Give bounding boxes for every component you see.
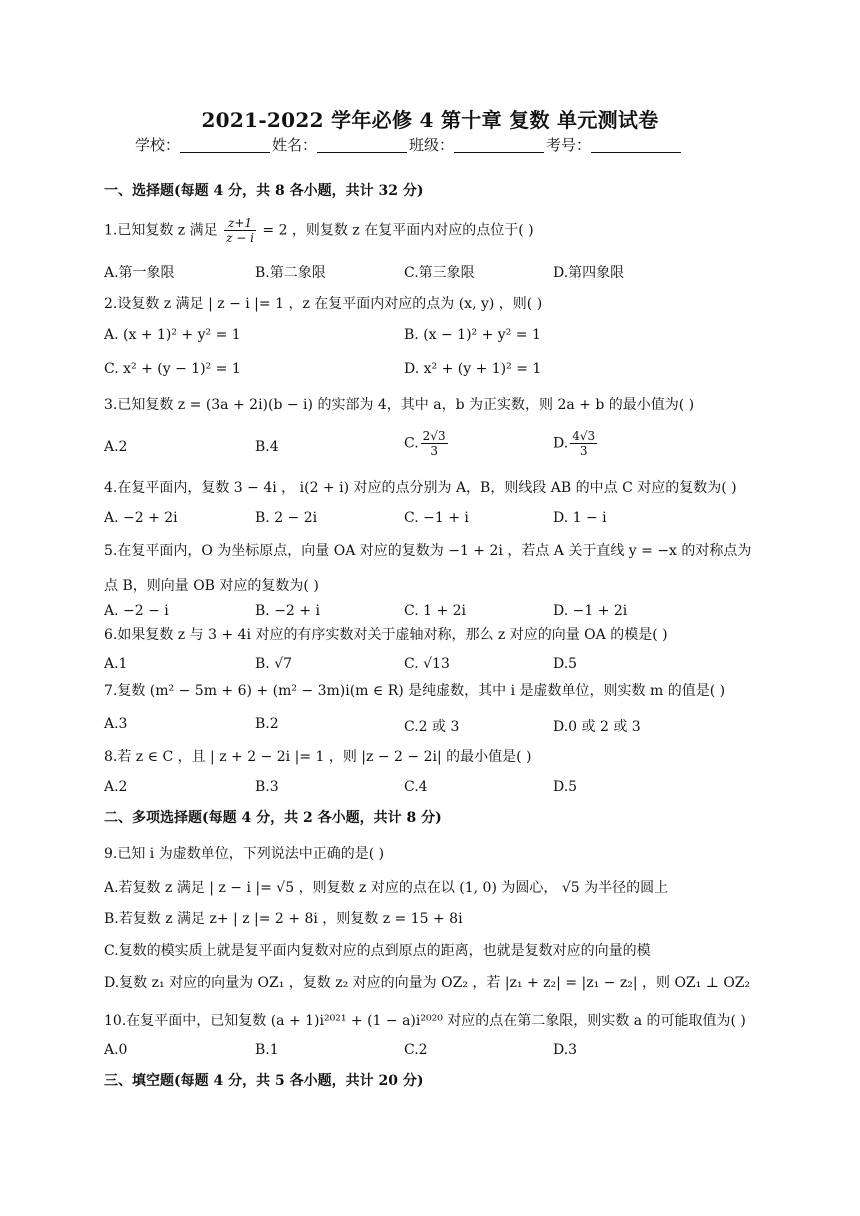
q6-option-c[interactable]: C. √13 xyxy=(404,656,450,672)
q10-option-d[interactable]: D.3 xyxy=(553,1042,578,1058)
q5-option-a[interactable]: A. −2 − i xyxy=(104,603,169,619)
page-title: 2021-2022 学年必修 4 第十章 复数 单元测试卷 xyxy=(201,108,659,132)
question-5-line-2: 点 B，则向量 OB 对应的复数为( ) xyxy=(104,578,319,594)
q5-option-d[interactable]: D. −1 + 2i xyxy=(553,603,628,619)
q3-option-c-fraction xyxy=(421,429,448,458)
question-3: 3.已知复数 z = (3a + 2i)(b − i) 的实部为 4，其中 a，b 为正实数，则 2a + b 的最小值为( ) xyxy=(104,397,695,413)
option-prefix: D. xyxy=(553,435,569,452)
q4-option-d[interactable]: D. 1 − i xyxy=(553,510,607,526)
q6-option-a[interactable]: A.1 xyxy=(104,656,128,672)
q3-option-b[interactable]: B.4 xyxy=(255,439,279,455)
section-heading-choice: 一、选择题(每题 4 分，共 8 各小题，共计 32 分) xyxy=(104,183,424,199)
q8-option-b[interactable]: B.3 xyxy=(255,779,279,795)
question-1-fraction xyxy=(224,216,256,245)
section-heading-multi: 二、多项选择题(每题 4 分，共 2 各小题，共计 8 分) xyxy=(104,810,442,826)
q3-option-d-fraction xyxy=(570,429,597,458)
q4-option-b[interactable]: B. 2 − 2i xyxy=(255,510,318,526)
class-blank[interactable] xyxy=(454,137,544,153)
question-1 xyxy=(104,216,534,245)
q10-option-a[interactable]: A.0 xyxy=(104,1042,128,1058)
fraction-denominator: 3 xyxy=(430,444,438,458)
option-prefix: C. xyxy=(404,435,419,452)
q1-option-b[interactable]: B.第二象限 xyxy=(255,265,326,281)
student-info-row xyxy=(135,134,683,155)
q4-option-a[interactable]: A. −2 + 2i xyxy=(104,510,178,526)
q7-option-d[interactable]: D.0 或 2 或 3 xyxy=(553,719,641,735)
exam-no-label: 考号： xyxy=(546,136,592,154)
q9-option-c[interactable]: C.复数的模实质上就是复平面内复数对应的点到原点的距离，也就是复数对应的向量的模 xyxy=(104,943,651,959)
fraction-denominator: z − i xyxy=(226,231,254,245)
fraction-numerator: 2√3 xyxy=(422,429,446,443)
q1-option-c[interactable]: C.第三象限 xyxy=(404,265,475,281)
q4-option-c[interactable]: C. −1 + i xyxy=(404,510,469,526)
question-7: 7.复数 (m² − 5m + 6) + (m² − 3m)i(m ∈ R) 是纯虚数，其中 i 是虚数单位，则实数 m 的值是( ) xyxy=(104,683,726,699)
q2-option-b[interactable]: B. (x − 1)² + y² = 1 xyxy=(404,327,541,343)
name-blank[interactable] xyxy=(317,137,407,153)
fraction-denominator: 3 xyxy=(579,444,588,458)
school-label: 学校： xyxy=(135,136,181,154)
q2-option-a[interactable]: A. (x + 1)² + y² = 1 xyxy=(104,327,241,343)
question-1-text-end: = 2 ，则复数 z 在复平面内对应的点位于( ) xyxy=(262,222,534,239)
q1-option-d[interactable]: D.第四象限 xyxy=(553,265,625,281)
q7-option-b[interactable]: B.2 xyxy=(255,716,279,732)
fraction-numerator: 4√3 xyxy=(572,429,596,443)
q2-option-c[interactable]: C. x² + (y − 1)² = 1 xyxy=(104,361,241,377)
question-5-line-1: 5.在复平面内，O 为坐标原点，向量 OA 对应的复数为 −1 + 2i ，若点 A 关于直线 y = −x 的对称点为 xyxy=(104,543,752,559)
q9-option-d[interactable]: D.复数 z₁ 对应的向量为 OZ₁ ，复数 z₂ 对应的向量为 OZ₂ ，若 |z₁ + z₂| = |z₁ − z₂| ，则 OZ₁ ⊥ OZ₂ xyxy=(104,975,751,991)
q9-option-a[interactable]: A.若复数 z 满足 | z − i |= √5 ，则复数 z 对应的点在以 (1, 0) 为圆心， √5 为半径的圆上 xyxy=(104,880,669,896)
q6-option-b[interactable]: B. √7 xyxy=(255,656,293,672)
q1-option-a[interactable]: A.第一象限 xyxy=(104,265,175,281)
q7-option-c[interactable]: C.2 或 3 xyxy=(404,719,460,735)
section-heading-fill: 三、填空题(每题 4 分，共 5 各小题，共计 20 分) xyxy=(104,1073,424,1089)
q3-option-a[interactable]: A.2 xyxy=(104,439,128,455)
q8-option-a[interactable]: A.2 xyxy=(104,779,128,795)
q3-option-c[interactable] xyxy=(404,429,450,458)
school-blank[interactable] xyxy=(180,137,270,153)
question-10: 10.在复平面中，已知复数 (a + 1)i²⁰²¹ + (1 − a)i²⁰²⁰ 对应的点在第二象限，则实数 a 的可能取值为( ) xyxy=(104,1013,746,1029)
name-label: 姓名： xyxy=(272,136,318,154)
q10-option-c[interactable]: C.2 xyxy=(404,1042,428,1058)
question-8: 8.若 z ∈ C ，且 | z + 2 − 2i |= 1 ，则 |z − 2 − 2i| 的最小值是( ) xyxy=(104,749,532,765)
question-2: 2.设复数 z 满足 | z − i |= 1 ，z 在复平面内对应的点为 (x, y) ，则( ) xyxy=(104,296,543,312)
q8-option-c[interactable]: C.4 xyxy=(404,779,428,795)
q9-option-b[interactable]: B.若复数 z 满足 z+ | z |= 2 + 8i ，则复数 z = 15 + 8i xyxy=(104,911,463,927)
q3-option-d[interactable] xyxy=(553,429,599,458)
fraction-numerator: z+1 xyxy=(224,216,256,231)
q2-option-d[interactable]: D. x² + (y + 1)² = 1 xyxy=(404,361,542,377)
question-1-text: 1.已知复数 z 满足 xyxy=(104,222,218,239)
q7-option-a[interactable]: A.3 xyxy=(104,716,128,732)
question-4: 4.在复平面内，复数 3 − 4i ， i(2 + i) 对应的点分别为 A，B，则线段 AB 的中点 C 对应的复数为( ) xyxy=(104,480,737,496)
q6-option-d[interactable]: D.5 xyxy=(553,656,578,672)
q5-option-b[interactable]: B. −2 + i xyxy=(255,603,320,619)
q5-option-c[interactable]: C. 1 + 2i xyxy=(404,603,467,619)
question-6: 6.如果复数 z 与 3 + 4i 对应的有序实数对关于虚轴对称，那么 z 对应的向量 OA 的模是( ) xyxy=(104,627,668,643)
q10-option-b[interactable]: B.1 xyxy=(255,1042,279,1058)
class-label: 班级： xyxy=(409,136,455,154)
exam-no-blank[interactable] xyxy=(591,137,681,153)
q8-option-d[interactable]: D.5 xyxy=(553,779,578,795)
question-9: 9.已知 i 为虚数单位，下列说法中正确的是( ) xyxy=(104,846,385,862)
